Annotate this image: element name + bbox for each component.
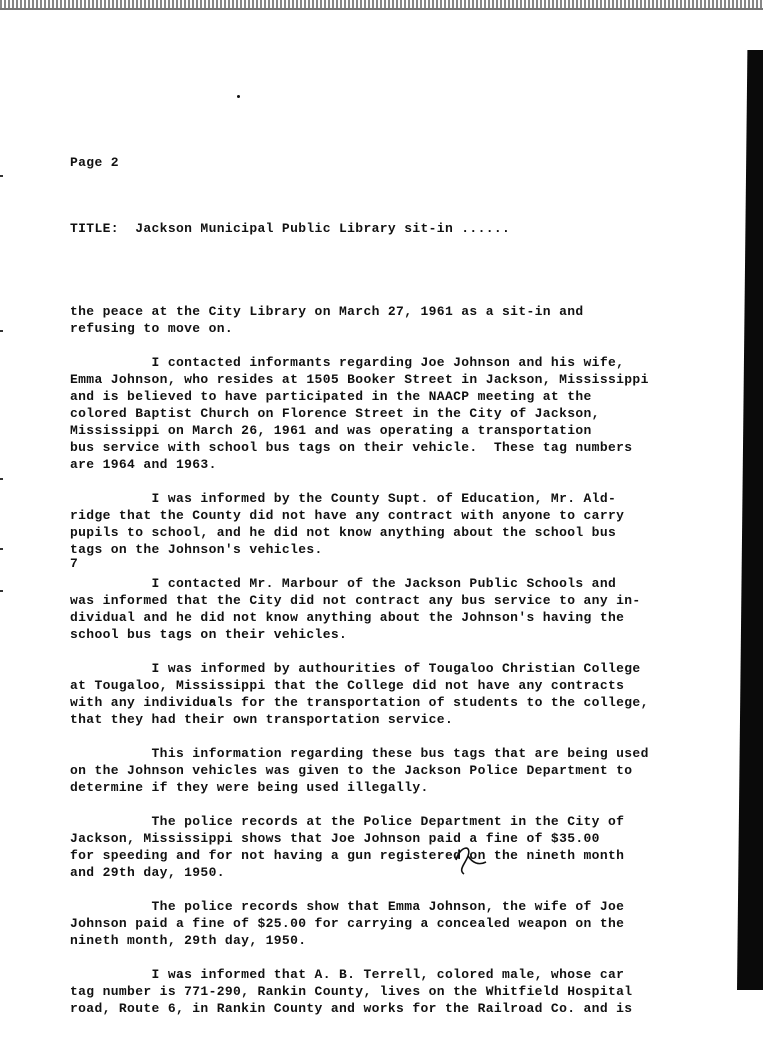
paragraph <box>70 745 715 796</box>
paragraphs <box>70 303 715 1017</box>
text-line: school bus tags on their vehicles. <box>70 627 348 642</box>
text-line: Johnson paid a fine of $25.00 for carrying a concealed weapon on the <box>70 916 625 931</box>
paragraph <box>70 490 715 558</box>
scan-right-edge <box>737 50 763 990</box>
text-line: I contacted informants regarding Joe Johnson and his wife, <box>70 355 625 370</box>
text-line: Mississippi on March 26, 1961 and was operating a transportation <box>70 423 592 438</box>
document-title: TITLE: Jackson Municipal Public Library sit-in ...... <box>70 221 511 236</box>
text-line: and is believed to have participated in the NAACP meeting at the <box>70 389 592 404</box>
text-line: that they had their own transportation service. <box>70 712 454 727</box>
scan-speck <box>237 95 240 98</box>
text-line: determine if they were being used illegally. <box>70 780 429 795</box>
text-line: This information regarding these bus tags that are being used <box>70 746 649 761</box>
text-line: The police records show that Emma Johnson, the wife of Joe <box>70 899 625 914</box>
text-line: are 1964 and 1963. <box>70 457 217 472</box>
text-line: on the Johnson vehicles was given to the Jackson Police Department to <box>70 763 633 778</box>
paragraph <box>70 966 715 1017</box>
text-line: for speeding and for not having a gun registered on the nineth month <box>70 848 625 863</box>
text-line: pupils to school, and he did not know anything about the school bus <box>70 525 617 540</box>
text-line: bus service with school bus tags on their vehicle. These tag numbers <box>70 440 633 455</box>
text-line: road, Route 6, in Rankin County and works for the Railroad Co. and is <box>70 1001 633 1016</box>
text-line: tags on the Johnson's vehicles. <box>70 542 323 557</box>
scan-tick <box>0 330 3 332</box>
text-line: I was informed by the County Supt. of Education, Mr. Ald- <box>70 491 617 506</box>
document-body <box>70 120 715 1051</box>
text-line: Jackson, Mississippi shows that Joe Johnson paid a fine of $35.00 <box>70 831 600 846</box>
text-line: tag number is 771-290, Rankin County, lives on the Whitfield Hospital <box>70 984 633 999</box>
text-line: dividual and he did not know anything about the Johnson's having the <box>70 610 625 625</box>
scan-tick <box>0 175 3 177</box>
scan-top-line <box>0 8 763 10</box>
paragraph <box>70 354 715 473</box>
text-line: nineth month, 29th day, 1950. <box>70 933 307 948</box>
margin-mark: 7 <box>70 556 78 571</box>
scan-tick <box>0 478 3 480</box>
text-line: I was informed by authourities of Tougaloo Christian College <box>70 661 641 676</box>
page-number: Page 2 <box>70 155 119 170</box>
paragraph <box>70 660 715 728</box>
text-line: with any individuals for the transportation of students to the college, <box>70 695 649 710</box>
paragraph <box>70 898 715 949</box>
text-line: the peace at the City Library on March 27, 1961 as a sit-in and <box>70 304 584 319</box>
paragraph <box>70 575 715 643</box>
text-line: Emma Johnson, who resides at 1505 Booker Street in Jackson, Mississippi <box>70 372 649 387</box>
handwritten-check-mark <box>450 840 490 880</box>
text-line: colored Baptist Church on Florence Street in the City of Jackson, <box>70 406 600 421</box>
scan-top-border <box>0 0 763 8</box>
text-line: was informed that the City did not contract any bus service to any in- <box>70 593 641 608</box>
text-line: I contacted Mr. Marbour of the Jackson Public Schools and <box>70 576 617 591</box>
text-line: ridge that the County did not have any contract with anyone to carry <box>70 508 625 523</box>
text-line: at Tougaloo, Mississippi that the College did not have any contracts <box>70 678 625 693</box>
text-line: and 29th day, 1950. <box>70 865 225 880</box>
text-line: I was informed that A. B. Terrell, colored male, whose car <box>70 967 625 982</box>
paragraph <box>70 303 715 337</box>
text-line: refusing to move on. <box>70 321 234 336</box>
scan-tick <box>0 590 3 592</box>
scan-tick <box>0 548 3 550</box>
text-line: The police records at the Police Department in the City of <box>70 814 625 829</box>
paragraph <box>70 813 715 881</box>
